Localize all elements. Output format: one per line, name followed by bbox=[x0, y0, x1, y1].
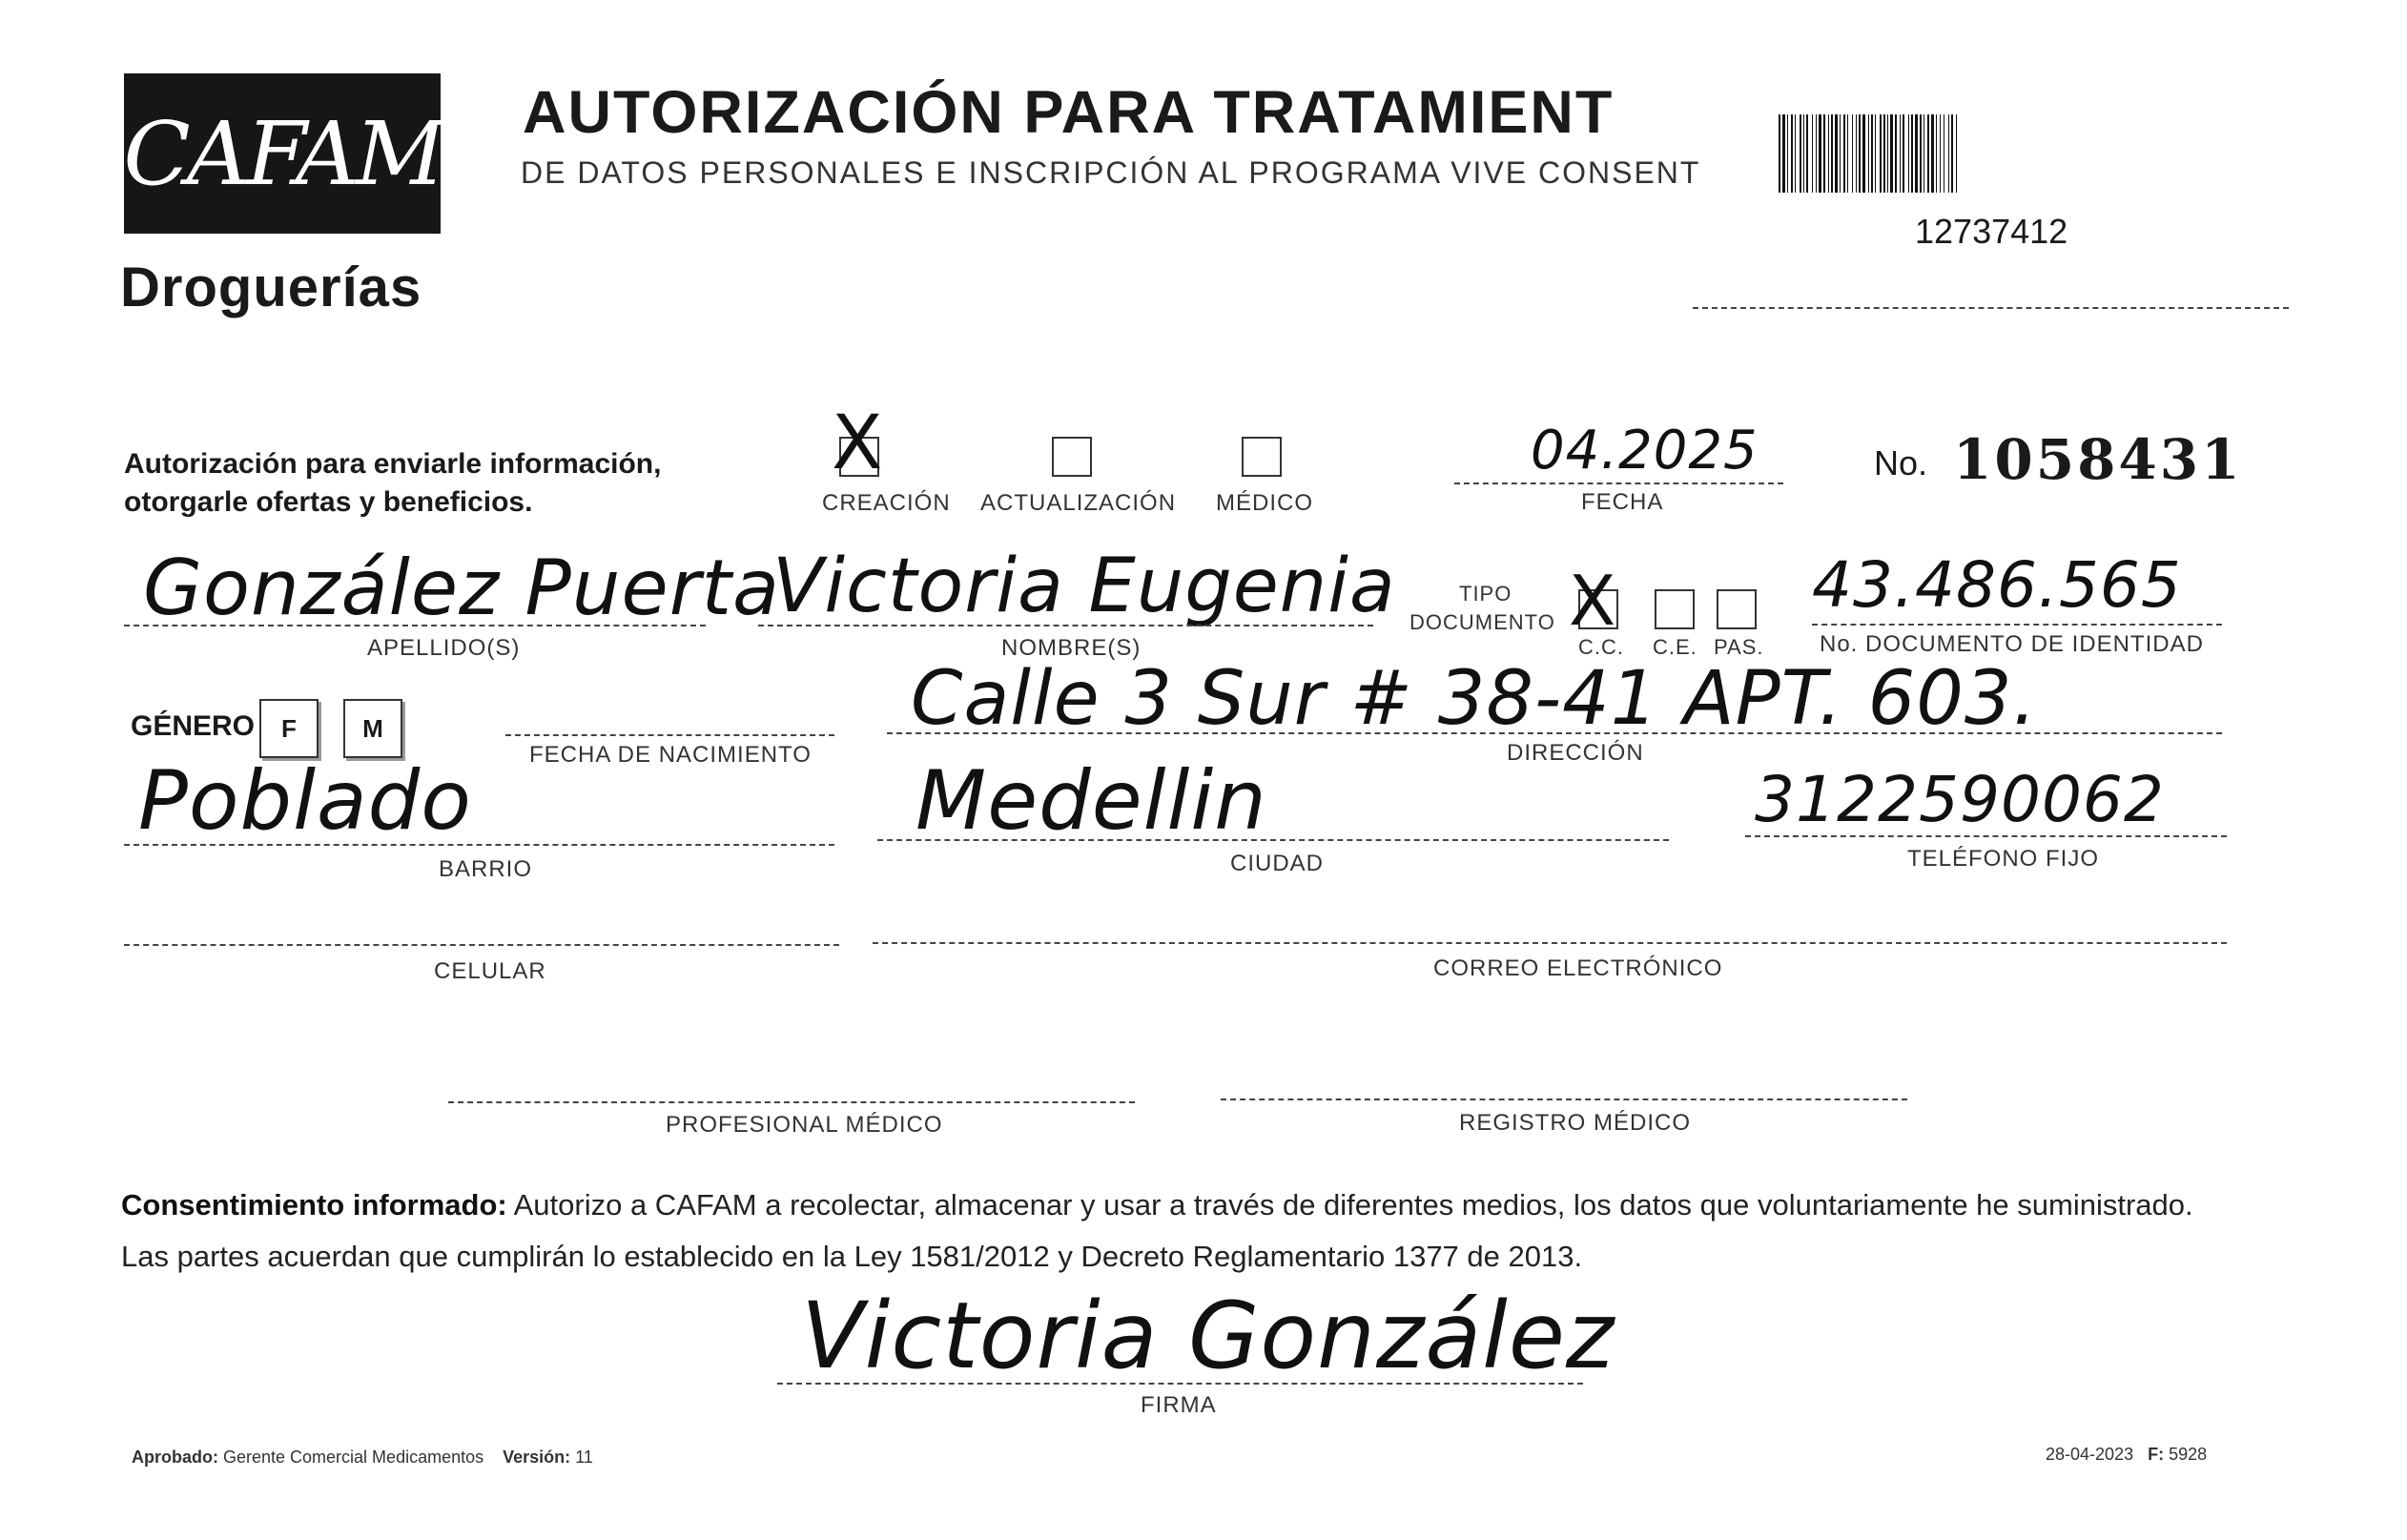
registro-line bbox=[1221, 1099, 1907, 1100]
correo-label: CORREO ELECTRÓNICO bbox=[1433, 955, 1723, 981]
barrio-line bbox=[124, 844, 834, 846]
genero-f-box[interactable]: F bbox=[259, 699, 319, 758]
intro-line-1: Autorización para enviarle información, bbox=[124, 448, 662, 480]
intro-line-2: otorgarle ofertas y beneficios. bbox=[124, 486, 533, 518]
footer-code bbox=[2046, 1445, 2207, 1465]
brand-name: Droguerías bbox=[120, 257, 422, 318]
ce-checkbox[interactable] bbox=[1655, 589, 1695, 629]
header-divider bbox=[1693, 307, 2289, 309]
aprobado-label: Aprobado: bbox=[132, 1448, 218, 1467]
telefono-value: 3122590062 bbox=[1755, 763, 2165, 836]
f-value: 5928 bbox=[2169, 1445, 2208, 1464]
genero-m-box[interactable]: M bbox=[343, 699, 402, 758]
fecha-label: FECHA bbox=[1581, 489, 1664, 515]
ce-label: C.E. bbox=[1653, 635, 1697, 659]
footer-date: 28-04-2023 bbox=[2046, 1445, 2134, 1464]
direccion-line bbox=[887, 732, 2222, 734]
cc-label: C.C. bbox=[1578, 635, 1624, 659]
profesional-line bbox=[448, 1101, 1135, 1103]
consent-line-1 bbox=[121, 1180, 2257, 1231]
direccion-label: DIRECCIÓN bbox=[1507, 740, 1644, 766]
version-label: Versión: bbox=[503, 1448, 571, 1467]
barcode bbox=[1779, 114, 2155, 193]
apellidos-label: APELLIDO(S) bbox=[367, 635, 521, 661]
firma-signature: Victoria González bbox=[801, 1283, 1615, 1389]
medico-checkbox[interactable] bbox=[1242, 437, 1282, 477]
pas-label: PAS. bbox=[1714, 635, 1764, 659]
telefono-line bbox=[1745, 835, 2227, 837]
consent-line-2: Las partes acuerdan que cumplirán lo establecido en la Ley 1581/2012 y Decreto Reglamentario 1377 de 2013. bbox=[121, 1240, 1583, 1273]
medico-label: MÉDICO bbox=[1216, 490, 1313, 516]
profesional-label: PROFESIONAL MÉDICO bbox=[666, 1112, 943, 1138]
firma-label: FIRMA bbox=[1141, 1392, 1217, 1418]
nombres-value: Victoria Eugenia bbox=[772, 544, 1396, 629]
nombres-line bbox=[758, 625, 1373, 626]
documento-label: DOCUMENTO bbox=[1409, 610, 1555, 634]
form-title: AUTORIZACIÓN PARA TRATAMIENT bbox=[523, 79, 1615, 146]
registro-label: REGISTRO MÉDICO bbox=[1459, 1110, 1692, 1136]
creacion-check-mark: X bbox=[832, 400, 884, 486]
documento-value: 43.486.565 bbox=[1812, 548, 2182, 622]
ciudad-line bbox=[877, 839, 1669, 841]
barrio-value: Poblado bbox=[138, 753, 472, 849]
logo-text: CAFAM bbox=[123, 102, 442, 205]
tipo-label: TIPO bbox=[1459, 582, 1512, 606]
nacimiento-line bbox=[505, 734, 834, 736]
aprobado-value: Gerente Comercial Medicamentos bbox=[223, 1448, 484, 1467]
celular-label: CELULAR bbox=[434, 958, 546, 984]
fecha-line bbox=[1454, 483, 1783, 484]
fecha-value: 04.2025 bbox=[1531, 420, 1759, 482]
numero-value: 1058431 bbox=[1953, 427, 2243, 492]
consent-heading: Consentimiento informado: bbox=[121, 1188, 507, 1222]
ciudad-label: CIUDAD bbox=[1230, 851, 1325, 876]
documento-line bbox=[1812, 624, 2222, 626]
barcode-number: 12737412 bbox=[1915, 212, 2068, 251]
celular-line bbox=[124, 944, 839, 946]
apellidos-value: González Puerta bbox=[143, 544, 780, 632]
correo-line bbox=[873, 942, 2227, 944]
actualizacion-checkbox[interactable] bbox=[1052, 437, 1092, 477]
nacimiento-label: FECHA DE NACIMIENTO bbox=[529, 742, 812, 768]
barrio-label: BARRIO bbox=[439, 856, 533, 882]
pas-checkbox[interactable] bbox=[1717, 589, 1757, 629]
version-value: 11 bbox=[575, 1448, 593, 1467]
creacion-label: CREACIÓN bbox=[822, 490, 951, 516]
nombres-label: NOMBRE(S) bbox=[1001, 635, 1142, 661]
firma-line bbox=[777, 1383, 1583, 1385]
footer-approval bbox=[132, 1448, 593, 1468]
actualizacion-label: ACTUALIZACIÓN bbox=[980, 490, 1177, 516]
cafam-logo bbox=[124, 73, 441, 234]
documento-number-label: No. DOCUMENTO DE IDENTIDAD bbox=[1820, 631, 2204, 657]
direccion-value: Calle 3 Sur # 38-41 APT. 603. bbox=[911, 656, 2038, 742]
consent-text-1: Autorizo a CAFAM a recolectar, almacenar y usar a través de diferentes medios, los datos que voluntariamente he suministrado. bbox=[506, 1188, 2193, 1222]
numero-label: No. bbox=[1874, 443, 1928, 483]
form-subtitle: DE DATOS PERSONALES E INSCRIPCIÓN AL PROGRAMA VIVE CONSENT bbox=[521, 155, 1701, 190]
f-label: F: bbox=[2148, 1445, 2165, 1464]
genero-label: GÉNERO bbox=[131, 710, 256, 742]
ciudad-value: Medellin bbox=[915, 753, 1267, 849]
telefono-label: TELÉFONO FIJO bbox=[1907, 846, 2100, 872]
apellidos-line bbox=[124, 625, 706, 626]
cc-check-mark: X bbox=[1569, 561, 1617, 641]
